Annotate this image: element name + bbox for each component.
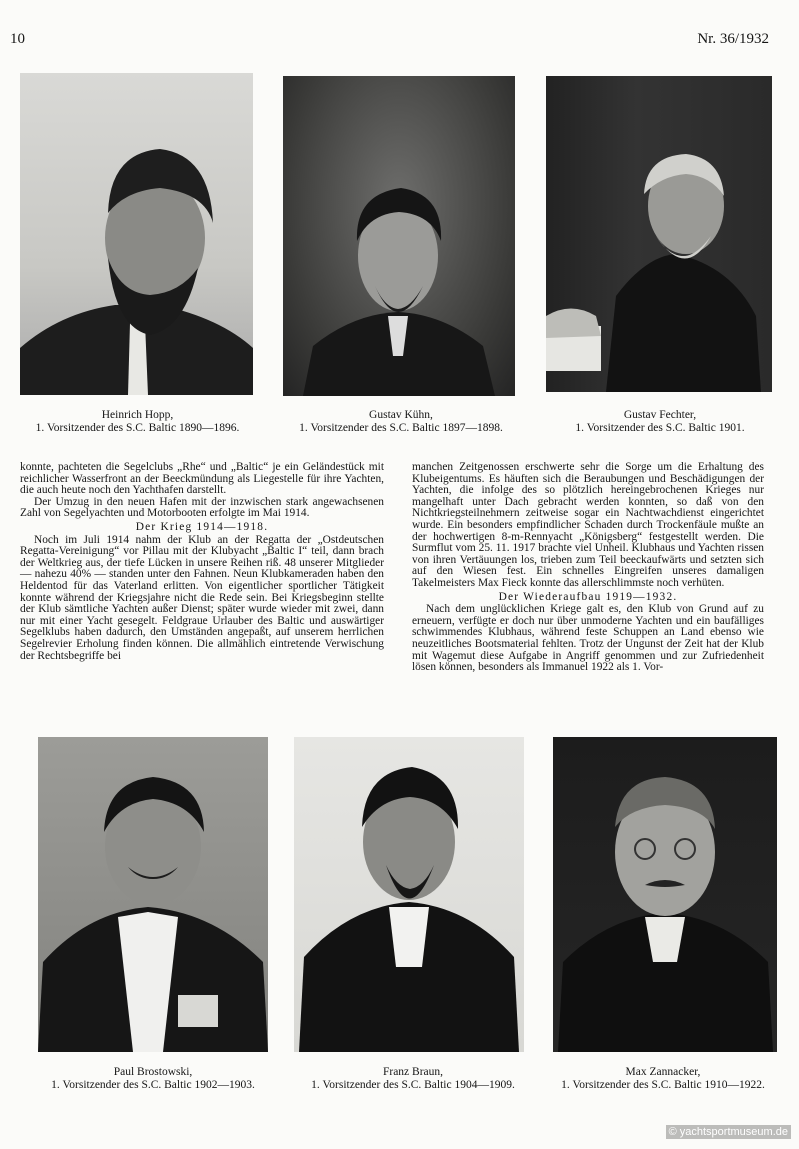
portrait-photo-gustav-fechter [546, 76, 772, 392]
caption-role: 1. Vorsitzender des S.C. Baltic 1901. [575, 422, 745, 434]
portrait-photo-paul-brostowski [38, 737, 268, 1052]
caption-name: Franz Braun, [382, 1066, 444, 1078]
portrait-photo-franz-braun [294, 737, 524, 1052]
caption-heinrich-hopp [10, 409, 265, 435]
caption-name: Paul Brostowski, [113, 1066, 193, 1078]
portrait-photo-max-zannacker [553, 737, 777, 1052]
issue-number: Nr. 36/1932 [697, 31, 769, 47]
caption-role: 1. Vorsitzender des S.C. Baltic 1890—1896. [35, 422, 240, 434]
watermark: © yachtsportmuseum.de [666, 1125, 791, 1139]
paragraph: konnte, pachteten die Segelclubs „Rhe“ und „Baltic“ je ein Geländestück mit reichlicher Wasserfront an der Beeckmündung als Liegestelle für ihre Yachten, die auch heute noch den Yachthafen darstellt. [20, 461, 384, 497]
caption-max-zannacker [530, 1066, 796, 1092]
caption-gustav-fechter [530, 409, 790, 435]
caption-name: Gustav Kühn, [369, 409, 433, 421]
paragraph: Der Umzug in den neuen Hafen mit der inzwischen stark angewachsenen Zahl von Segelyachten und Motorbooten erfolgte im Mai 1914. [20, 495, 384, 520]
caption-role: 1. Vorsitzender des S.C. Baltic 1897—1898. [299, 422, 503, 434]
caption-role: 1. Vorsitzender des S.C. Baltic 1902—1903. [51, 1079, 255, 1091]
text-column-right [412, 462, 764, 674]
paragraph: Nach dem unglücklichen Kriege galt es, den Klub von Grund auf zu erneuern, verfügte er doch nur über unmoderne Yachten und ein baufälliges schwimmendes Klubhaus, während feste Schuppen an Land ebenso wie neuzeitliches Bootsmaterial fehlten. Trotz der Ungunst der Zeit hat der Klub mit Wagemut diese Aufgabe in Angriff genommen und zur Zufriedenheit lösen können, besonders als Immanuel 1922 als 1. Vor- [412, 603, 764, 674]
portrait-photo-heinrich-hopp [20, 73, 253, 395]
portrait-photo-gustav-kuhn [283, 76, 515, 396]
section-heading: Der Krieg 1914—1918. [135, 520, 269, 533]
text-column-left [20, 462, 384, 662]
section-heading: Der Wiederaufbau 1919—1932. [498, 590, 678, 603]
caption-name: Max Zannacker, [625, 1066, 701, 1078]
caption-role: 1. Vorsitzender des S.C. Baltic 1910—1922. [561, 1079, 765, 1091]
caption-name: Heinrich Hopp, [101, 409, 174, 421]
caption-franz-braun [280, 1066, 546, 1092]
caption-paul-brostowski [20, 1066, 286, 1092]
caption-name: Gustav Fechter, [623, 409, 697, 421]
paragraph: manchen Zeitgenossen erschwerte sehr die Sorge um die Erhaltung des Klubeigentums. Es häuften sich die Beraubungen und Beschädigungen der Yachten, die infolge des so plötzlich hereingebrochenen Krieges nur mangelhaft unter Dach gebracht werden konnten, so daß von den Nichtkriegsteilnehmern zeitweise sogar ein Nachtwachdienst eingerichtet wurde. Ein besonders empfindlicher Schaden durch Trockenfäule mußte an der hochwertigen 8-m-Rennyacht „Königsberg“ festgestellt werden. Die Surmflut vom 25. 11. 1917 brachte viel Unheil. Klubhaus und Yachten rissen von ihren Vertäuungen los, trieben zum Teil beeckaufwärts und setzten sich auf den Wiesen fest. Ein schnelles Eingreifen unseres damaligen Takelmeisters Max Fieck konnte das allerschlimmste noch verhüten. [412, 461, 764, 589]
caption-gustav-kuhn [270, 409, 532, 435]
page-number: 10 [10, 31, 25, 47]
paragraph: Noch im Juli 1914 nahm der Klub an der Regatta der „Ostdeutschen Regatta-Vereinigung“ vor Pillau mit der Klubyacht „Baltic I“ teil, dann brach der Weltkrieg aus, der tiefe Lücken in unsere Reihen riß. 48 unserer Mitglieder — nahezu 40% — standen unter den Fahnen. Neun Klubkameraden haben den Heldentod für das Vaterland erlitten. Von eigentlicher sportlicher Tätigkeit konnte während der Kriegsjahre nicht die Rede sein. Bei Kriegsbeginn stellte der Klub sämtliche Yachten außer Dienst; später wurde wieder mit zwei, dann nur mit einer Yacht gesegelt. Feldgraue Urlauber des Baltic und auswärtiger Segelklubs haben dadurch, den Umständen angepaßt, auf unserem herrlichen Segelrevier Erholung finden können. Die allmählich eintretende Verwischung der Rechtsbegriffe bei [20, 533, 384, 662]
caption-role: 1. Vorsitzender des S.C. Baltic 1904—1909. [311, 1079, 515, 1091]
